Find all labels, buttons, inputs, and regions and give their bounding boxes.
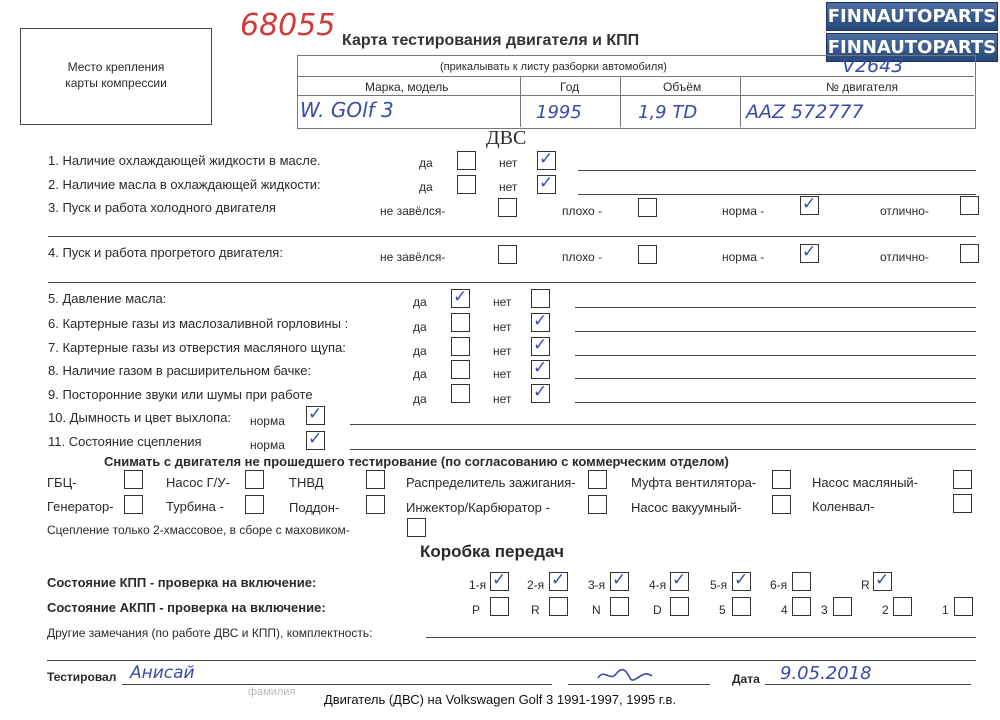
akpp-3-label: 3 [821, 603, 828, 617]
check-mark: ✓ [802, 194, 817, 214]
check-mark: ✓ [308, 429, 323, 449]
check-mark: ✓ [672, 570, 687, 590]
kpp-gear-3-label: 3-я [588, 578, 606, 592]
remove-heading: Снимать с двигателя не прошедшего тестирование (по согласованию с коммерческим отделом) [104, 454, 729, 469]
q5-notes-line [575, 307, 976, 308]
q2-yes-checkbox[interactable] [457, 175, 476, 194]
header-table-col [740, 76, 741, 127]
q11-norma-label: норма [250, 438, 285, 452]
akpp-2-checkbox[interactable] [893, 597, 912, 616]
q3-opt-bad: плохо - [562, 204, 603, 218]
gearbox-heading: Коробка передач [420, 542, 564, 561]
q3-bad-checkbox[interactable] [638, 198, 657, 217]
col-engine-label: № двигателя [826, 80, 898, 94]
q11-notes-line [350, 449, 976, 450]
remove-vacuum-pump-label: Насос вакуумный- [631, 500, 742, 515]
q8-notes-line [575, 378, 976, 379]
kpp-gear-r-label: R [861, 578, 870, 592]
q3-opt-nostart: не завёлся- [380, 204, 446, 218]
mount-box-line2: карты компрессии [65, 76, 167, 90]
kpp-gear-4-label: 4-я [649, 578, 667, 592]
q1-notes-line [578, 170, 976, 171]
remove-tnvd-label: ТНВД [289, 475, 324, 490]
q4-excellent-checkbox[interactable] [960, 244, 979, 263]
mount-box-line1: Место крепления [67, 60, 165, 74]
col-volume-label: Объём [663, 80, 702, 94]
q7-notes-line [575, 355, 976, 356]
form-title: Карта тестирования двигателя и КПП [342, 32, 640, 49]
q2-notes-line [578, 194, 976, 195]
question-8: 8. Наличие газом в расширительном бачке: [48, 363, 312, 378]
akpp-1-checkbox[interactable] [954, 597, 973, 616]
form-subtitle: (прикалывать к листу разборки автомобиля) [440, 61, 667, 73]
signature-line [568, 684, 710, 685]
remove-fan-clutch-label: Муфта вентилятора- [631, 475, 757, 490]
q1-yes-checkbox[interactable] [457, 151, 476, 170]
q2-no-label: нет [499, 180, 518, 194]
q8-no-label: нет [493, 367, 512, 381]
akpp-d-label: D [653, 603, 662, 617]
handwritten-number: 68055 [240, 8, 336, 43]
q7-yes-label: да [413, 344, 427, 358]
tested-by-value: Анисай [130, 663, 195, 683]
akpp-d-checkbox[interactable] [670, 597, 689, 616]
check-mark: ✓ [802, 242, 817, 262]
other-remarks-line [426, 637, 976, 638]
kpp-gear-6-checkbox[interactable] [792, 572, 811, 591]
remove-clutch-checkbox[interactable] [407, 518, 426, 537]
model-value: W. GOlf 3 [300, 98, 394, 122]
q9-notes-line [575, 402, 976, 403]
remove-pump-gu-label: Насос Г/У- [166, 475, 230, 490]
remove-injector-label: Инжектор/Карбюратор - [406, 500, 550, 515]
signature [596, 664, 656, 686]
header-table-col [520, 76, 521, 127]
q7-no-label: нет [493, 344, 512, 358]
q9-yes-checkbox[interactable] [451, 384, 470, 403]
q6-yes-label: да [413, 320, 427, 334]
remove-fan-clutch-checkbox[interactable] [772, 470, 791, 489]
question-7: 7. Картерные газы из отверстия масляного щупа: [48, 340, 346, 355]
date-line [765, 684, 971, 685]
akpp-p-checkbox[interactable] [490, 597, 509, 616]
q3-excellent-checkbox[interactable] [960, 196, 979, 215]
akpp-n-label: N [592, 603, 601, 617]
finnautoparts-logo: FINNAUTOPARTS FINNAUTOPARTS [826, 2, 998, 60]
q4-nostart-checkbox[interactable] [498, 245, 517, 264]
question-10: 10. Дымность и цвет выхлопа: [48, 410, 232, 425]
remove-pump-gu-checkbox[interactable] [245, 470, 264, 489]
remove-crankshaft-label: Коленвал- [812, 499, 875, 514]
q1-yes-label: да [419, 156, 433, 170]
remove-oil-pump-checkbox[interactable] [953, 470, 972, 489]
q7-yes-checkbox[interactable] [451, 337, 470, 356]
q5-yes-label: да [413, 295, 427, 309]
surname-label: фамилия [248, 686, 296, 698]
volume-value: 1,9 TD [638, 102, 698, 123]
akpp-label: Состояние АКПП - проверка на включение: [47, 600, 326, 615]
question-4: 4. Пуск и работа прогретого двигателя: [48, 245, 283, 260]
remove-turbine-checkbox[interactable] [245, 495, 264, 514]
date-value: 9.05.2018 [780, 663, 872, 684]
question-5: 5. Давление масла: [48, 291, 167, 306]
check-mark: ✓ [875, 570, 890, 590]
col-year-label: Год [560, 80, 580, 94]
remove-turbine-label: Турбина - [166, 499, 224, 514]
check-mark: ✓ [533, 358, 548, 378]
date-label: Дата [732, 672, 760, 686]
question-9: 9. Посторонние звуки или шумы при работе [48, 387, 313, 402]
check-mark: ✓ [453, 287, 468, 307]
header-table-col [620, 76, 621, 127]
akpp-1-label: 1 [942, 603, 949, 617]
q4-opt-excellent: отлично- [880, 250, 929, 264]
tested-by-label: Тестировал [47, 670, 117, 684]
tested-by-line [122, 684, 552, 685]
check-mark: ✓ [533, 335, 548, 355]
kpp-gear-5-label: 5-я [710, 578, 728, 592]
question-1: 1. Наличие охлаждающей жидкости в масле. [48, 153, 321, 168]
remove-gbc-label: ГБЦ- [47, 475, 77, 490]
q9-no-label: нет [493, 392, 512, 406]
q4-bad-checkbox[interactable] [638, 245, 657, 264]
photo-caption: Двигатель (ДВС) на Volkswagen Golf 3 1991-1997, 1995 г.в. [323, 692, 677, 707]
q5-no-checkbox[interactable] [531, 289, 550, 308]
kpp-gear-6-label: 6-я [770, 578, 788, 592]
q6-notes-line [575, 331, 976, 332]
other-remarks-label: Другие замечания (по работе ДВС и КПП), комплектность: [47, 626, 373, 640]
remove-crankshaft-checkbox[interactable] [953, 494, 972, 513]
remove-tnvd-checkbox[interactable] [366, 470, 385, 489]
remove-oil-pump-label: Насос масляный- [812, 475, 919, 490]
kpp-label: Состояние КПП - проверка на включение: [47, 575, 317, 590]
compression-card-box [20, 28, 212, 125]
q10-norma-label: норма [250, 414, 285, 428]
q8-yes-label: да [413, 367, 427, 381]
remove-sump-checkbox[interactable] [366, 495, 385, 514]
col-model-label: Марка, модель [365, 80, 449, 94]
header-table-line [297, 95, 974, 96]
akpp-5-label: 5 [719, 603, 726, 617]
akpp-r-checkbox[interactable] [549, 597, 568, 616]
q5-no-label: нет [493, 295, 512, 309]
handwritten-code: V2643 [842, 55, 904, 77]
q8-yes-checkbox[interactable] [451, 360, 470, 379]
remove-generator-checkbox[interactable] [124, 495, 143, 514]
q3-opt-norma: норма - [722, 204, 765, 218]
akpp-2-label: 2 [882, 603, 889, 617]
check-mark: ✓ [734, 570, 749, 590]
q3-opt-excellent: отлично- [880, 204, 929, 218]
kpp-gear-2-label: 2-я [527, 578, 545, 592]
question-3: 3. Пуск и работа холодного двигателя [48, 200, 276, 215]
q3-notes-line [48, 236, 976, 237]
check-mark: ✓ [533, 311, 548, 331]
q10-notes-line [350, 424, 976, 425]
q4-opt-bad: плохо - [562, 250, 603, 264]
q9-yes-label: да [413, 392, 427, 406]
check-mark: ✓ [533, 382, 548, 402]
remove-sump-label: Поддон- [289, 500, 340, 515]
dvs-heading: ДВС [486, 127, 527, 149]
remove-gbc-checkbox[interactable] [124, 470, 143, 489]
question-6: 6. Картерные газы из маслозаливной горловины : [48, 316, 349, 331]
q3-nostart-checkbox[interactable] [498, 198, 517, 217]
remove-distributor-checkbox[interactable] [588, 470, 607, 489]
kpp-gear-1-label: 1-я [469, 578, 487, 592]
question-2: 2. Наличие масла в охлаждающей жидкости: [48, 177, 321, 192]
q4-opt-norma: норма - [722, 250, 765, 264]
akpp-4-label: 4 [781, 603, 788, 617]
q6-yes-checkbox[interactable] [451, 313, 470, 332]
akpp-3-checkbox[interactable] [833, 597, 852, 616]
q6-no-label: нет [493, 320, 512, 334]
remove-clutch-label: Сцепление только 2-хмассовое, в сборе с маховиком- [47, 523, 350, 537]
akpp-4-checkbox[interactable] [792, 597, 811, 616]
remove-generator-label: Генератор- [47, 499, 114, 514]
check-mark: ✓ [539, 173, 554, 193]
check-mark: ✓ [551, 570, 566, 590]
akpp-5-checkbox[interactable] [732, 597, 751, 616]
akpp-n-checkbox[interactable] [610, 597, 629, 616]
check-mark: ✓ [492, 570, 507, 590]
remove-injector-checkbox[interactable] [588, 495, 607, 514]
other-remarks-line-2 [47, 660, 976, 661]
engine-number-value: AAZ 572777 [746, 101, 864, 123]
check-mark: ✓ [308, 404, 323, 424]
q4-opt-nostart: не завёлся- [380, 250, 446, 264]
remove-distributor-label: Распределитель зажигания- [406, 475, 576, 490]
akpp-p-label: P [472, 603, 481, 617]
check-mark: ✓ [612, 570, 627, 590]
q1-no-label: нет [499, 156, 518, 170]
q4-notes-line [48, 282, 976, 283]
question-11: 11. Состояние сцепления [48, 434, 202, 449]
akpp-r-label: R [531, 603, 540, 617]
year-value: 1995 [536, 102, 582, 123]
q2-yes-label: да [419, 180, 433, 194]
remove-vacuum-pump-checkbox[interactable] [772, 495, 791, 514]
check-mark: ✓ [539, 149, 554, 169]
